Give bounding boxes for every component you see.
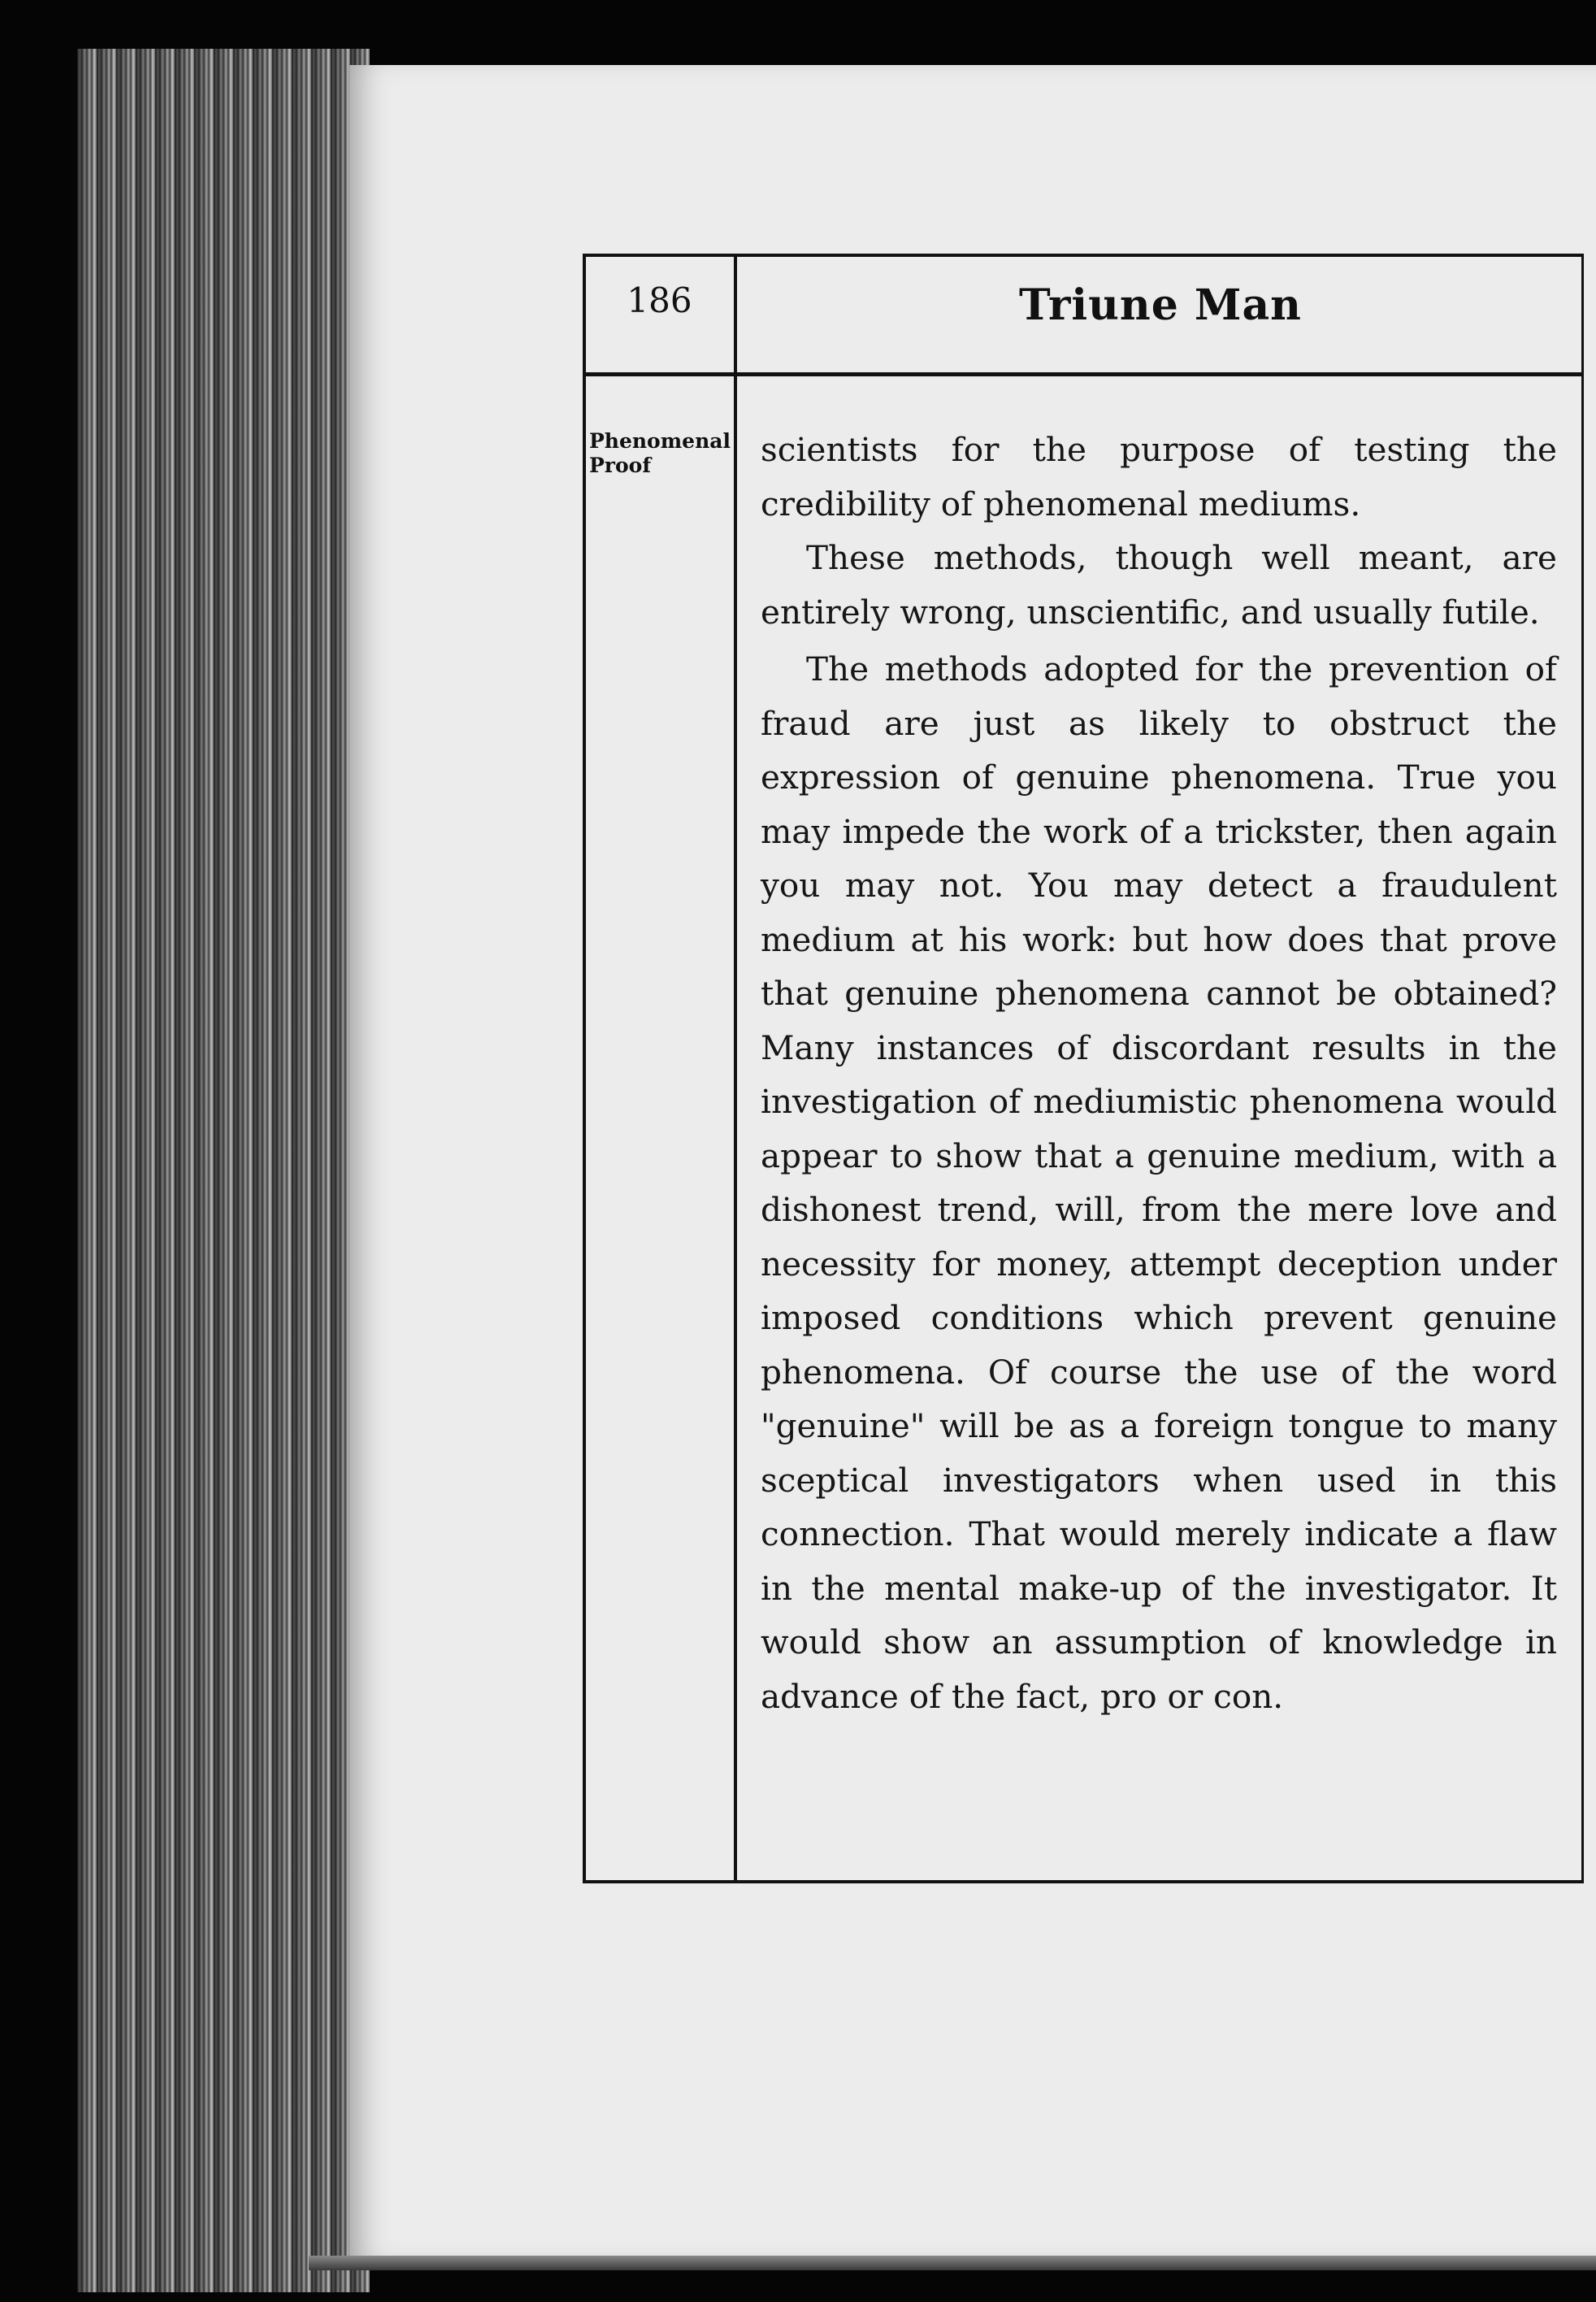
paragraph: The methods adopted for the prevention of fraud are just as likely to obstruct the expression of genuine phenomena. True you may impede the work of a trickster, then again you may not. You may detect a fraudulent medium at his work: but how does that prove that genuine phenomena cannot be obtained? Many instances of discordant results in the investigation of mediumistic phenomena would appear to show that a genuine medium, with a dishonest trend, will, from the mere love and necessity for money, attempt deception under imposed conditions which prevent genuine phenomena. Of course the use of the word "genuine" will be as a foreign tongue to many sceptical investigators when used in this connection. That would merely indicate a flaw in the mental make-up of the investigator. It would show an assumption of knowledge in advance of the fact, pro or con.	[761, 649, 1557, 1716]
book-page-edges	[77, 49, 370, 2292]
page-number: 186	[627, 280, 692, 320]
header-divider	[583, 372, 1584, 376]
page-bottom-edge	[309, 2256, 1596, 2270]
margin-column-divider	[734, 254, 737, 1883]
running-title: Triune Man	[1019, 280, 1302, 330]
paragraph: scientists for the purpose of testing the credibility of phenomenal mediums.	[761, 430, 1557, 523]
body-text	[761, 423, 1557, 1723]
paragraph: These methods, though well meant, are entirely wrong, unscientific, and usually futile.	[761, 538, 1557, 632]
margin-note: Phenomenal Proof	[589, 429, 731, 477]
